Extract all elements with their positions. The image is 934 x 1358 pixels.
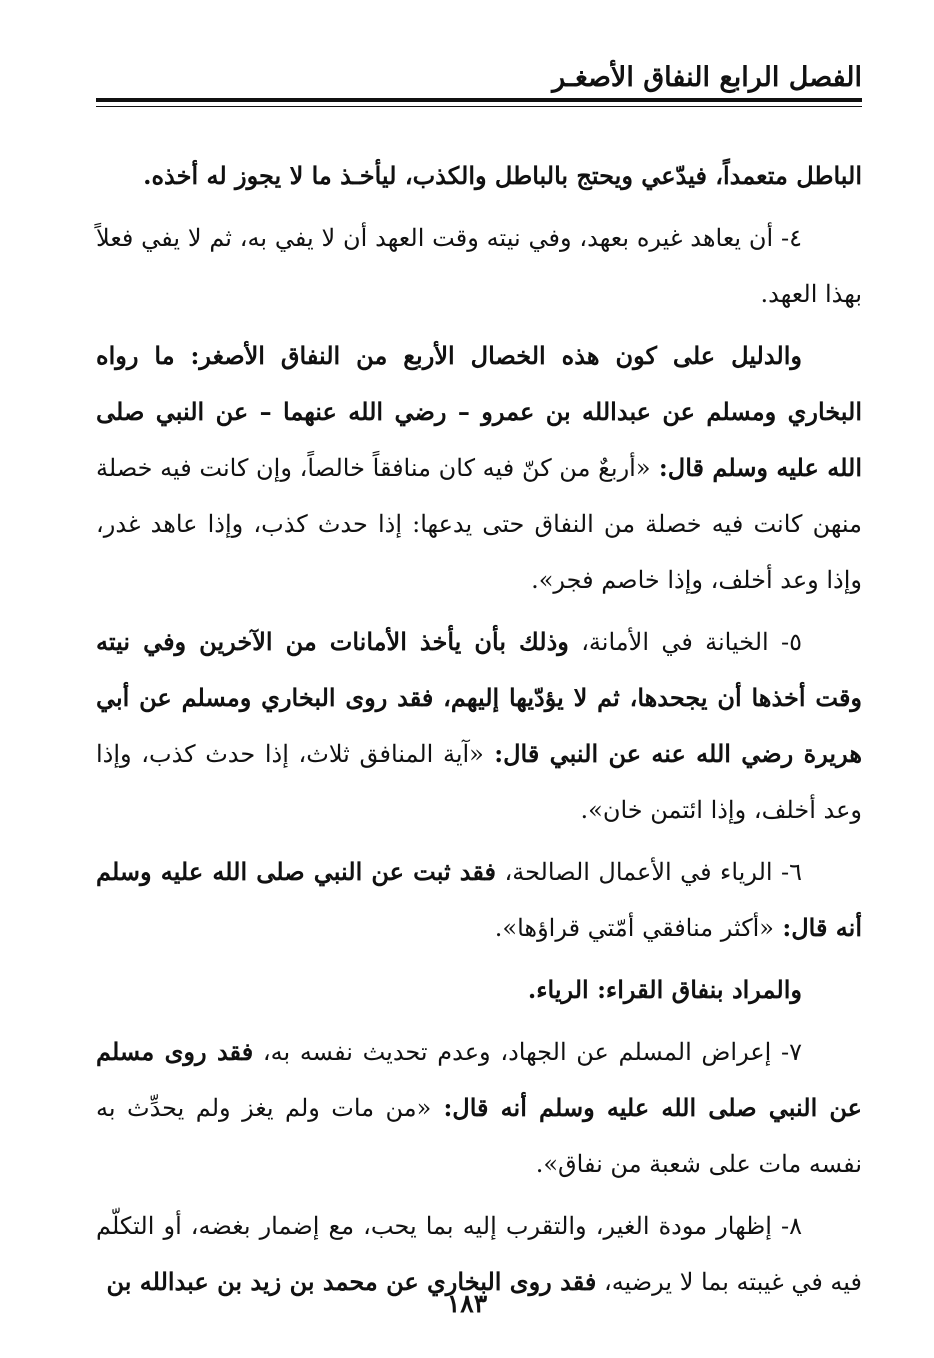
text-run: ٦- الرياء في الأعمال الصالحة، [496,858,802,886]
body-text [96,148,862,1316]
text-run: ٥- الخيانة في الأمانة، [568,628,803,656]
header-rule-thick [96,98,862,102]
text-run: والدليل على كون هذه الخصال الأربع من النفاق الأصغر: ما رواه البخاري ومسلم عن عبدالله بن عمرو – رضي الله عنهما – عن النبي صلى الله عليه وسلم قال: [96,341,863,482]
text-run: ٤- أن يعاهد غيره بعهد، وفي نيته وقت العهد أن لا يفي به، ثم لا يفي فعلاً بهذا العهد. [96,224,862,308]
text-run: فقد ثبت عن النبي صلى الله عليه وسلم أنه قال: [96,857,862,942]
hadith-quote: «آية المنافق ثلاث، إذا حدث كذب، وإذا وعد أخلف، وإذا ائتمن خان». [96,740,862,824]
text-run: الباطل متعمداً، فيدّعي ويحتج بالباطل والكذب، ليأخـذ ما لا يجوز له أخذه. [143,161,862,190]
text-run: فقد روى مسلم عن النبي صلى الله عليه وسلم أنه قال: [96,1037,862,1122]
page-number: ١٨٣ [446,1289,488,1318]
text-run: والمراد بنفاق القراء: الرياء. [527,975,802,1004]
paragraph-6 [96,962,862,1018]
text-run: وذلك بأن يأخذ الأمانات من الآخرين وفي نيته وقت أخذها أن يجحدها، ثم لا يؤدّيها إليهم، فقد روى البخاري ومسلم عن أبي هريرة رضي الله عنه عن النبي قال: [96,627,863,768]
paragraph-5 [96,844,862,956]
chapter-title: الفصل الرابع النفاق الأصغـر [552,62,862,93]
header-rule-thin [96,106,862,107]
paragraph-2 [96,210,862,322]
paragraph-1 [96,148,862,204]
paragraph-3 [96,328,862,608]
hadith-quote: «أكثر منافقي أمّتي قراؤها». [494,914,774,942]
hadith-quote: «من مات ولم يغز ولم يحدِّث به نفسه مات على شعبة من نفاق». [96,1094,862,1178]
text-run: ٨- إظهار مودة الغير، والتقرب إليه بما يحب، مع إضمار بغضه، أو التكلّم فيه في غيبته بما لا يرضيه، [96,1212,862,1296]
paragraph-4 [96,614,862,838]
hadith-quote: «أربعٌ من كنّ فيه كان منافقاً خالصاً، وإن كانت فيه خصلة منهن كانت فيه خصلة من النفاق حتى يدعها: إذا حدث كذب، وإذا عاهد غدر، وإذا وعد أخلف، وإذا خاصم فجر». [96,454,863,594]
paragraph-7 [96,1024,862,1192]
text-run: ٧- إعراض المسلم عن الجهاد، وعدم تحديث نفسه به، [253,1038,802,1066]
running-header [96,56,862,106]
text-run: فقد روى البخاري عن محمد بن زيد بن عبدالله بن [106,1267,597,1296]
